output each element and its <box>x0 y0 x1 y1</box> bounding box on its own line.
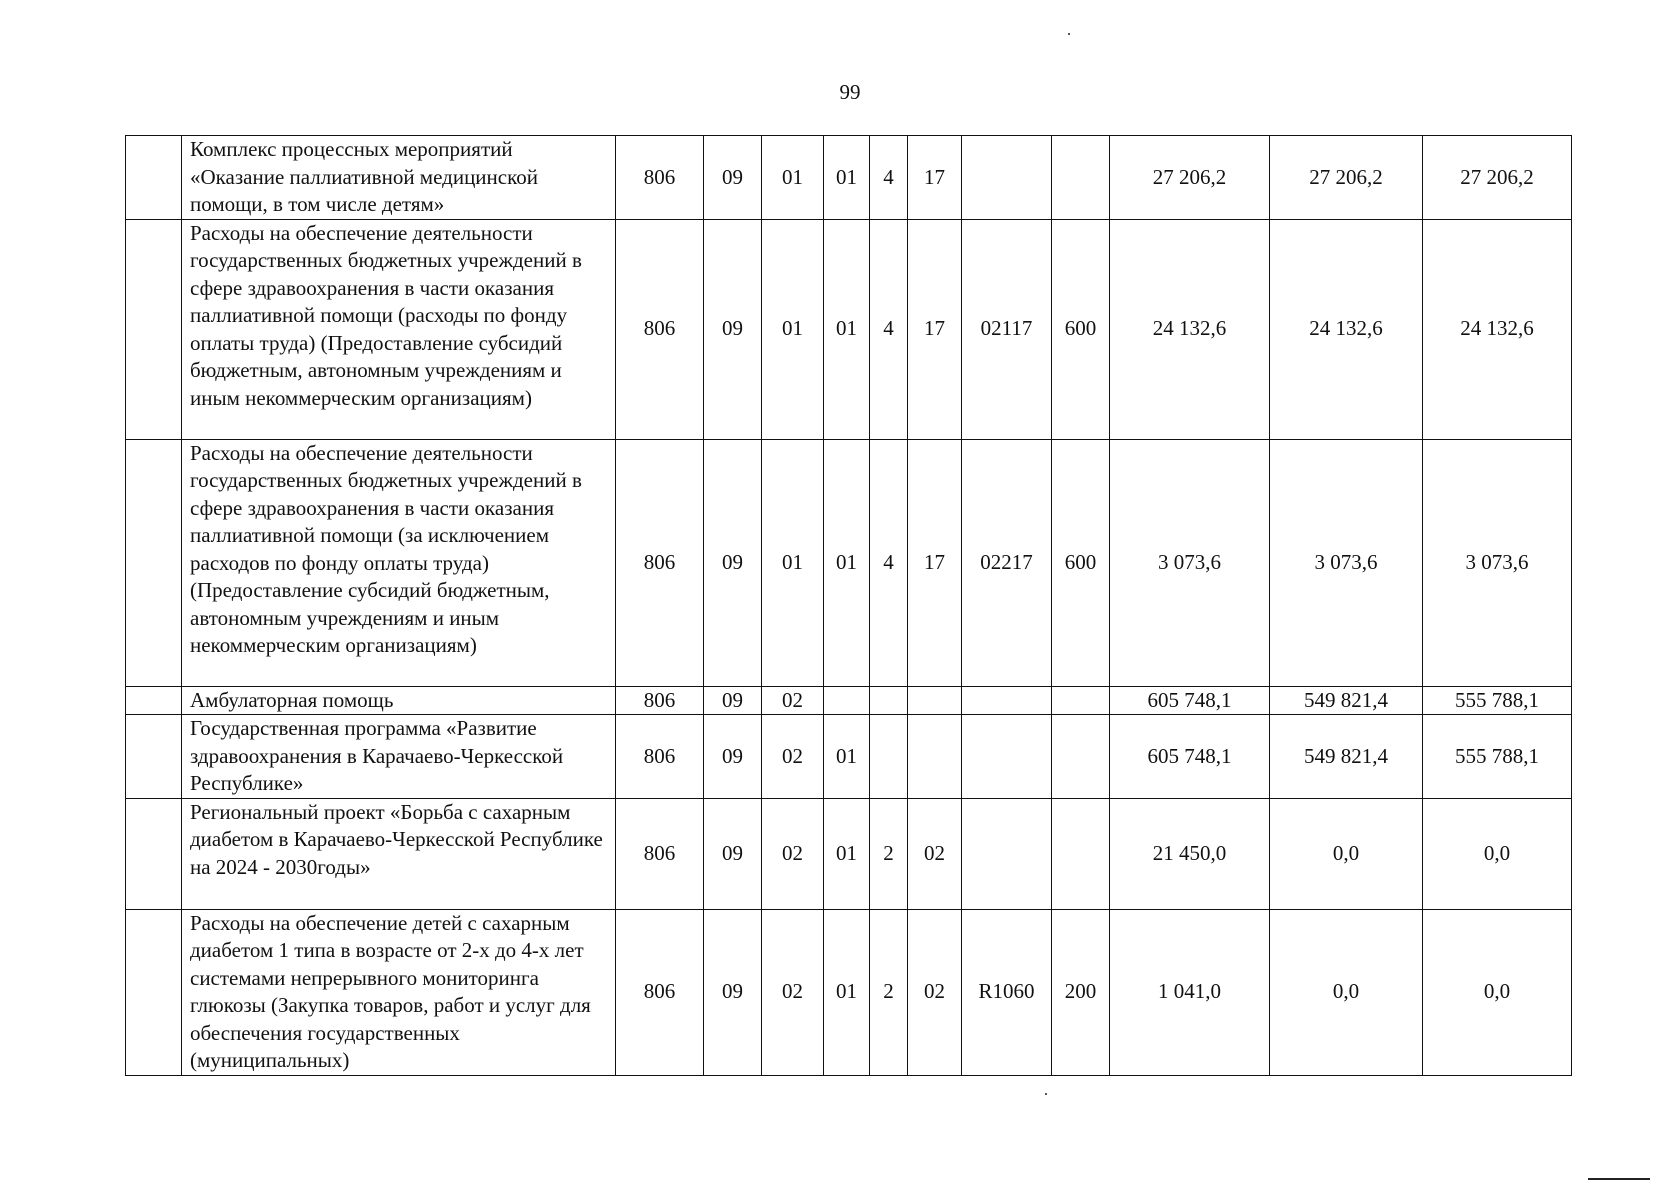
cell-csr-project <box>908 686 962 715</box>
cell-razdel: 09 <box>704 686 762 715</box>
cell-podrazdel: 02 <box>762 715 824 799</box>
cell-amount-3: 27 206,2 <box>1423 136 1572 220</box>
cell-razdel: 09 <box>704 715 762 799</box>
index-cell <box>126 439 182 686</box>
cell-podrazdel: 01 <box>762 219 824 439</box>
index-cell <box>126 219 182 439</box>
cell-glava: 806 <box>616 909 704 1075</box>
cell-glava: 806 <box>616 136 704 220</box>
cell-amount-3: 3 073,6 <box>1423 439 1572 686</box>
cell-amount-3: 555 788,1 <box>1423 686 1572 715</box>
cell-razdel: 09 <box>704 439 762 686</box>
cell-amount-3: 24 132,6 <box>1423 219 1572 439</box>
cell-csr-direction <box>962 136 1052 220</box>
row-name: Комплекс процессных мероприятий «Оказание паллиативной медицинской помощи, в том числе детям» <box>182 136 616 220</box>
cell-csr-program: 01 <box>824 909 870 1075</box>
cell-razdel: 09 <box>704 798 762 909</box>
page-number: 99 <box>839 80 861 104</box>
row-name: Расходы на обеспечение деятельности государственных бюджетных учреждений в сфере здравоохранения в части оказания паллиативной помощи (расходы по фонду оплаты труда) (Предоставление субсидий бюджетным, автономным учреждениям и иным некоммерческим организациям) <box>182 219 616 439</box>
cell-glava: 806 <box>616 798 704 909</box>
cell-csr-type: 2 <box>870 909 908 1075</box>
table-row <box>126 798 1572 909</box>
scan-speck <box>1068 33 1070 35</box>
cell-csr-type <box>870 686 908 715</box>
table-row <box>126 136 1572 220</box>
cell-amount-2: 549 821,4 <box>1270 715 1423 799</box>
row-name: Региональный проект «Борьба с сахарным диабетом в Карачаево-Черкесской Республике на 2024 - 2030годы» <box>182 798 616 909</box>
row-name: Амбулаторная помощь <box>182 686 616 715</box>
cell-razdel: 09 <box>704 219 762 439</box>
cell-csr-project: 02 <box>908 798 962 909</box>
cell-csr-project: 02 <box>908 909 962 1075</box>
cell-vid-rashodov <box>1052 715 1110 799</box>
cell-glava: 806 <box>616 686 704 715</box>
cell-amount-2: 3 073,6 <box>1270 439 1423 686</box>
cell-amount-3: 0,0 <box>1423 798 1572 909</box>
row-name: Расходы на обеспечение детей с сахарным диабетом 1 типа в возрасте от 2-х до 4-х лет системами непрерывного мониторинга глюкозы (Закупка товаров, работ и услуг для обеспечения государственных (муниципальных) <box>182 909 616 1075</box>
cell-vid-rashodov <box>1052 798 1110 909</box>
cell-razdel: 09 <box>704 909 762 1075</box>
budget-table <box>125 135 1572 1076</box>
cell-amount-1: 24 132,6 <box>1110 219 1270 439</box>
cell-razdel: 09 <box>704 136 762 220</box>
cell-vid-rashodov: 200 <box>1052 909 1110 1075</box>
cell-vid-rashodov: 600 <box>1052 439 1110 686</box>
cell-csr-project: 17 <box>908 136 962 220</box>
table-row <box>126 715 1572 799</box>
cell-podrazdel: 01 <box>762 439 824 686</box>
cell-csr-program: 01 <box>824 715 870 799</box>
cell-amount-1: 1 041,0 <box>1110 909 1270 1075</box>
index-cell <box>126 715 182 799</box>
table-row <box>126 686 1572 715</box>
cell-csr-program <box>824 686 870 715</box>
cell-podrazdel: 02 <box>762 909 824 1075</box>
table-row <box>126 439 1572 686</box>
row-name: Расходы на обеспечение деятельности государственных бюджетных учреждений в сфере здравоохранения в части оказания паллиативной помощи (за исключением расходов по фонду оплаты труда) (Предоставление субсидий бюджетным, автономным учреждениям и иным некоммерческим организациям) <box>182 439 616 686</box>
cell-vid-rashodov <box>1052 686 1110 715</box>
cell-csr-direction: R1060 <box>962 909 1052 1075</box>
cell-csr-type: 2 <box>870 798 908 909</box>
cell-amount-1: 27 206,2 <box>1110 136 1270 220</box>
index-cell <box>126 686 182 715</box>
cell-vid-rashodov <box>1052 136 1110 220</box>
cell-glava: 806 <box>616 219 704 439</box>
cell-csr-type: 4 <box>870 219 908 439</box>
cell-csr-direction: 02217 <box>962 439 1052 686</box>
table-row <box>126 219 1572 439</box>
index-cell <box>126 136 182 220</box>
cell-amount-2: 24 132,6 <box>1270 219 1423 439</box>
cell-csr-direction: 02117 <box>962 219 1052 439</box>
cell-csr-direction <box>962 715 1052 799</box>
cell-amount-2: 0,0 <box>1270 909 1423 1075</box>
scan-speck <box>1045 1093 1047 1095</box>
cell-podrazdel: 02 <box>762 686 824 715</box>
cell-glava: 806 <box>616 715 704 799</box>
cell-vid-rashodov: 600 <box>1052 219 1110 439</box>
cell-csr-type: 4 <box>870 136 908 220</box>
cell-amount-2: 0,0 <box>1270 798 1423 909</box>
cell-csr-project: 17 <box>908 439 962 686</box>
cell-amount-1: 605 748,1 <box>1110 715 1270 799</box>
cell-amount-1: 21 450,0 <box>1110 798 1270 909</box>
cell-csr-program: 01 <box>824 136 870 220</box>
cell-csr-program: 01 <box>824 798 870 909</box>
cell-podrazdel: 01 <box>762 136 824 220</box>
cell-amount-3: 555 788,1 <box>1423 715 1572 799</box>
cell-csr-project <box>908 715 962 799</box>
cell-amount-3: 0,0 <box>1423 909 1572 1075</box>
scan-margin-line <box>1588 1178 1650 1180</box>
table-row <box>126 909 1572 1075</box>
cell-csr-direction <box>962 686 1052 715</box>
cell-csr-direction <box>962 798 1052 909</box>
cell-glava: 806 <box>616 439 704 686</box>
cell-amount-1: 3 073,6 <box>1110 439 1270 686</box>
row-name: Государственная программа «Развитие здравоохранения в Карачаево-Черкесской Республике» <box>182 715 616 799</box>
cell-csr-program: 01 <box>824 439 870 686</box>
index-cell <box>126 909 182 1075</box>
cell-amount-2: 27 206,2 <box>1270 136 1423 220</box>
cell-amount-1: 605 748,1 <box>1110 686 1270 715</box>
cell-csr-project: 17 <box>908 219 962 439</box>
index-cell <box>126 798 182 909</box>
cell-csr-type: 4 <box>870 439 908 686</box>
cell-podrazdel: 02 <box>762 798 824 909</box>
cell-csr-program: 01 <box>824 219 870 439</box>
cell-csr-type <box>870 715 908 799</box>
cell-amount-2: 549 821,4 <box>1270 686 1423 715</box>
